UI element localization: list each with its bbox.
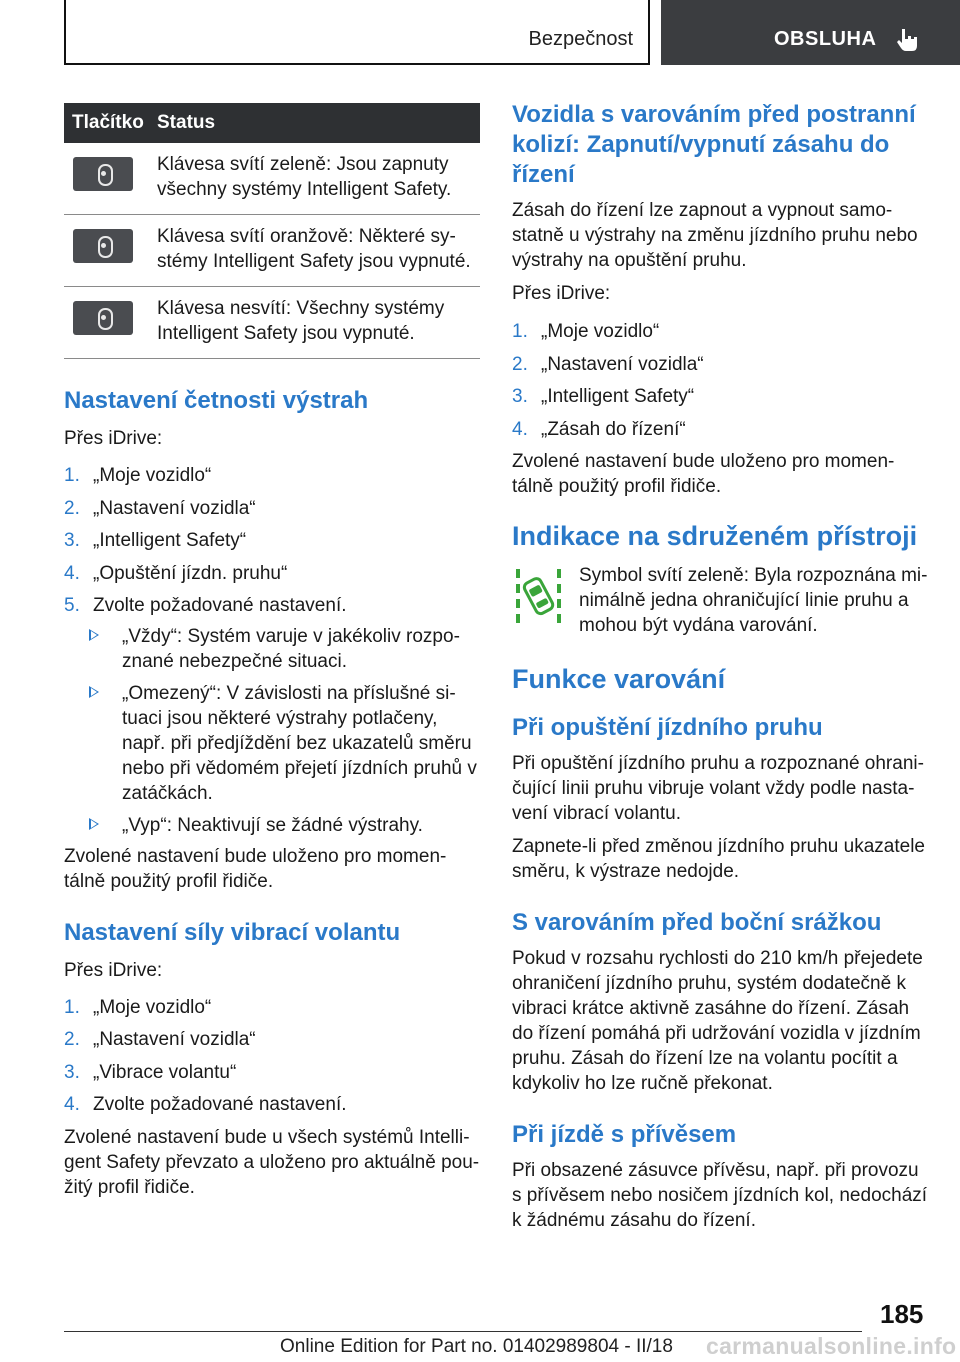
- list-item: 4. Zvolte požadované nastavení.: [64, 1094, 347, 1115]
- hand-pointer-icon: [895, 27, 921, 53]
- trailer-heading: Při jízdě s přívěsem: [512, 1121, 737, 1148]
- side-collision-heading: S varováním před boční srážkou: [512, 909, 882, 936]
- steering-heading: Vozidla s varováním před postranní kolizí: Zapnutí/vypnutí zásahu do řízení: [512, 101, 916, 188]
- watermark: carmanualsonline.info: [706, 1333, 957, 1359]
- option-item: „Omezený“: V závislosti na příslušné situaci jsou některé výstrahy potlačeny, např. při předjíždění bez ukazatelů směru nebo při vědomém přejetí jízdních pruhů v zatáčkách.: [89, 681, 480, 806]
- left-column: [64, 103, 480, 1200]
- table-header-button: Tlačítko: [64, 103, 149, 143]
- steering-outro: Zvolené nastavení bude uloženo pro momentálně použitý profil řidiče.: [512, 451, 895, 497]
- cluster-text: Symbol svítí zeleně: Byla rozpoznána minimálně jedna ohraničující linie pruhu a mohou být vydána varování.: [579, 565, 928, 636]
- functions-heading: Funkce varování: [512, 664, 726, 694]
- warn-frequency-heading: Nastavení četnosti výstrah: [64, 387, 369, 414]
- vibration-outro: Zvolené nastavení bude u všech systémů Intelligent Safety převzato a uloženo pro aktuálně použitý profil řidiče.: [64, 1126, 480, 1198]
- list-item: 3. „Vibrace volantu“: [64, 1061, 237, 1083]
- table-cell-status: Klávesa nesvítí: Všechny systémy Intelligent Safety jsou vypnuté.: [149, 287, 480, 359]
- triangle-bullet-icon: [89, 629, 99, 641]
- footer-rule: [64, 1331, 862, 1332]
- warn-frequency-options: [93, 624, 480, 838]
- list-item: 3. „Intelligent Safety“: [64, 530, 247, 551]
- triangle-bullet-icon: [89, 686, 99, 698]
- table-row: [64, 287, 480, 359]
- list-item: 1. „Moje vozidlo“: [512, 321, 660, 342]
- intelligent-safety-key-icon: [73, 229, 133, 263]
- steering-body: Zásah do řízení lze zapnout a vypnout samostatně u výstrahy na změnu jízdního pruhu nebo výstrahy na opuštění pruhu.: [512, 200, 918, 271]
- lane-leave-p1: Při opuštění jízdního pruhu a rozpoznané ohraničující linii pruhu vibruje volant vždy podle nastavení vibrací volantu.: [512, 753, 924, 824]
- triangle-bullet-icon: [89, 818, 99, 830]
- list-item: 4. „Zásah do řízení“: [512, 418, 686, 440]
- page-number: 185: [880, 1299, 924, 1329]
- list-item: 5. Zvolte požadované nastavení. „Vždy“: Systém varuje v jakékoliv rozpoznané nebezpečné situaci. „Omezený“: V závislosti na příslušné situaci jsou některé výstrahy potlačeny, např. při předjíždění bez ukazatelů směru nebo při vědomém přejetí jízdních pruhů v zatáčkách. „Vyp“: Neaktivují se žádné výstrahy.: [64, 593, 480, 838]
- header-chapter-label: OBSLUHA: [774, 28, 877, 50]
- cluster-indicator: [512, 563, 928, 638]
- right-column: [512, 100, 928, 1233]
- lane-departure-icon: [516, 567, 562, 625]
- header-rule-right: [648, 0, 650, 64]
- list-item: 2. „Nastavení vozidla“: [512, 353, 704, 375]
- lane-leave-heading: Při opuštění jízdního pruhu: [512, 714, 823, 741]
- lane-leave-p2: Zapnete-li před změnou jízdního pruhu ukazatele směru, k výstraze nedojde.: [512, 836, 925, 882]
- side-collision-p1: Pokud v rozsahu rychlosti do 210 km/h přejedete ohraničení jízdního pruhu, systém dodatečně k vibraci krátce aktivně zasáhne do řízení. Zásah do řízení pomáhá při udržování vozidla v jízdním pruhu. Zásah do řízení lze na volantu pocítit a kdykoliv ho lze ručně překonat.: [512, 948, 923, 1094]
- status-table: [64, 103, 480, 359]
- vibration-heading: Nastavení síly vibrací volantu: [64, 918, 401, 946]
- option-item: „Vyp“: Neaktivují se žádné výstrahy.: [89, 813, 480, 838]
- header-chapter-tab[interactable]: [661, 0, 960, 65]
- steering-steps: [512, 319, 928, 442]
- list-item: 4. „Opuštění jízdn. pruhu“: [64, 562, 288, 584]
- header-rule-bottom: [64, 63, 650, 65]
- list-item: 2. „Nastavení vozidla“: [64, 1029, 256, 1050]
- vibration-intro: Přes iDrive:: [64, 959, 163, 981]
- header-rule-left: [64, 0, 66, 64]
- list-item: 1. „Moje vozidlo“: [64, 465, 212, 486]
- warn-frequency-intro: Přes iDrive:: [64, 428, 163, 449]
- trailer-p1: Při obsazené zásuvce přívěsu, např. při provozu s přívěsem nebo nosičem jízdních kol, nedochází k žádnému zásahu do řízení.: [512, 1160, 928, 1231]
- footer-edition: Online Edition for Part no. 01402989804 - II/18: [280, 1336, 673, 1357]
- table-header-status: Status: [149, 103, 480, 143]
- cluster-heading: Indikace na sdruženém přístroji: [512, 521, 918, 551]
- table-row: [64, 143, 480, 215]
- intelligent-safety-key-icon: [73, 301, 133, 335]
- option-item: „Vždy“: Systém varuje v jakékoliv rozpoznané nebezpečné situaci.: [89, 624, 480, 674]
- list-item: 2. „Nastavení vozidla“: [64, 497, 256, 519]
- table-cell-status: Klávesa svítí oranžově: Některé systémy Intelligent Safety jsou vypnuté.: [149, 215, 480, 287]
- table-cell-status: Klávesa svítí zeleně: Jsou zapnuty všechny systémy Intelligent Safety.: [149, 143, 480, 215]
- header-section-title: Bezpečnost: [528, 28, 633, 50]
- steering-intro: Přes iDrive:: [512, 283, 611, 304]
- vibration-steps: [64, 995, 480, 1118]
- table-row: [64, 215, 480, 287]
- list-item: 1. „Moje vozidlo“: [64, 996, 212, 1018]
- list-item: 3. „Intelligent Safety“: [512, 386, 695, 407]
- warn-frequency-steps: [64, 463, 480, 838]
- warn-frequency-outro: Zvolené nastavení bude uloženo pro momentálně použitý profil řidiče.: [64, 845, 447, 892]
- intelligent-safety-key-icon: [73, 157, 133, 191]
